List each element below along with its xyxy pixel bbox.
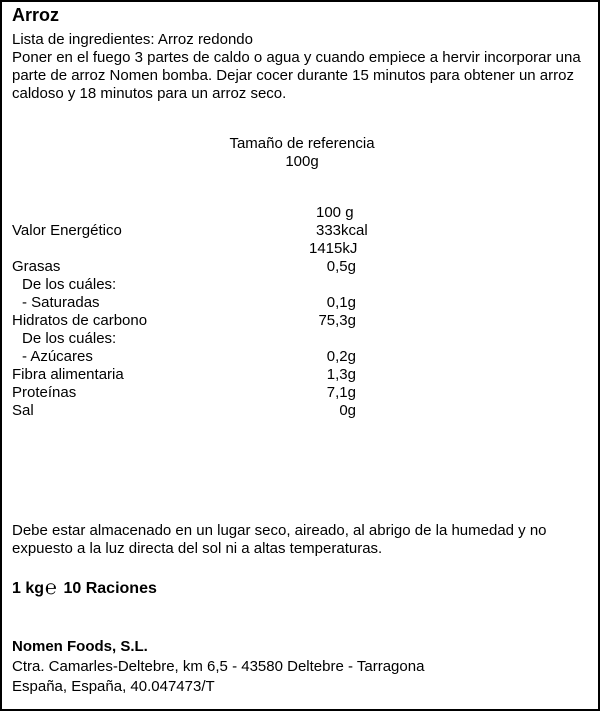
nutrient-value-carbohydrates: 75,3g	[318, 312, 356, 329]
nutrient-label-carbohydrates: Hidratos de carbono	[12, 312, 148, 329]
nutrient-label-sugars: - Azúcares	[22, 348, 93, 365]
nutrient-label-protein: Proteínas	[12, 384, 77, 401]
nutrient-value-protein: 7,1g	[326, 384, 356, 401]
reference-size-label: Tamaño de referencia	[229, 135, 375, 152]
nutrient-value-saturated: 0,1g	[326, 294, 356, 311]
package-info	[12, 577, 157, 599]
nutrition-column-header: 100 g	[316, 204, 354, 221]
energy-kj	[309, 240, 357, 258]
product-title: Arroz	[12, 5, 60, 25]
ingredients-list: Lista de ingredientes: Arroz redondo	[12, 31, 253, 48]
nutrient-label-fat: Grasas	[12, 258, 61, 275]
nutrient-label-of-which-carbs: De los cuáles:	[22, 330, 117, 347]
energy-kj-unit: kJ	[342, 240, 358, 257]
net-weight: 1 kg	[12, 580, 45, 597]
energy-kcal-unit: kcal	[341, 222, 368, 239]
company-country-line: España, España, 40.047473/T	[12, 678, 215, 695]
company-address: Ctra. Camarles-Deltebre, km 6,5 - 43580 Deltebre - Tarragona	[12, 658, 425, 675]
energy-kj-value: 1415	[309, 240, 343, 257]
energy-label: Valor Energético	[12, 222, 122, 239]
energy-kcal-value: 333	[316, 222, 342, 239]
nutrient-label-saturated: - Saturadas	[22, 294, 100, 311]
reference-size-header	[202, 135, 402, 171]
nutrient-value-salt: 0g	[339, 402, 356, 419]
storage-instructions: Debe estar almacenado en un lugar seco, aireado, al abrigo de la humedad y no expuesto a la luz directa del sol ni a altas temperaturas.	[12, 522, 547, 557]
estimated-sign-icon: ℮	[45, 577, 58, 599]
portions: 10 Raciones	[63, 580, 157, 597]
company-name: Nomen Foods, S.L.	[12, 638, 148, 655]
nutrient-label-of-which-fat: De los cuáles:	[22, 276, 117, 293]
nutrient-value-sugars: 0,2g	[326, 348, 356, 365]
nutrient-label-salt: Sal	[12, 402, 34, 419]
nutrient-value-fibre: 1,3g	[326, 366, 356, 383]
nutrient-value-fat: 0,5g	[326, 258, 356, 275]
reference-size-amount: 100g	[285, 153, 319, 170]
preparation-instructions: Poner en el fuego 3 partes de caldo o agua y cuando empiece a hervir incorporar una parte de arroz Nomen bomba. Dejar cocer durante 15 minutos para obtener un arroz caldoso y 18 minutos para un arroz seco.	[12, 49, 581, 102]
energy-kcal	[316, 222, 368, 240]
nutrient-label-fibre: Fibra alimentaria	[12, 366, 124, 383]
